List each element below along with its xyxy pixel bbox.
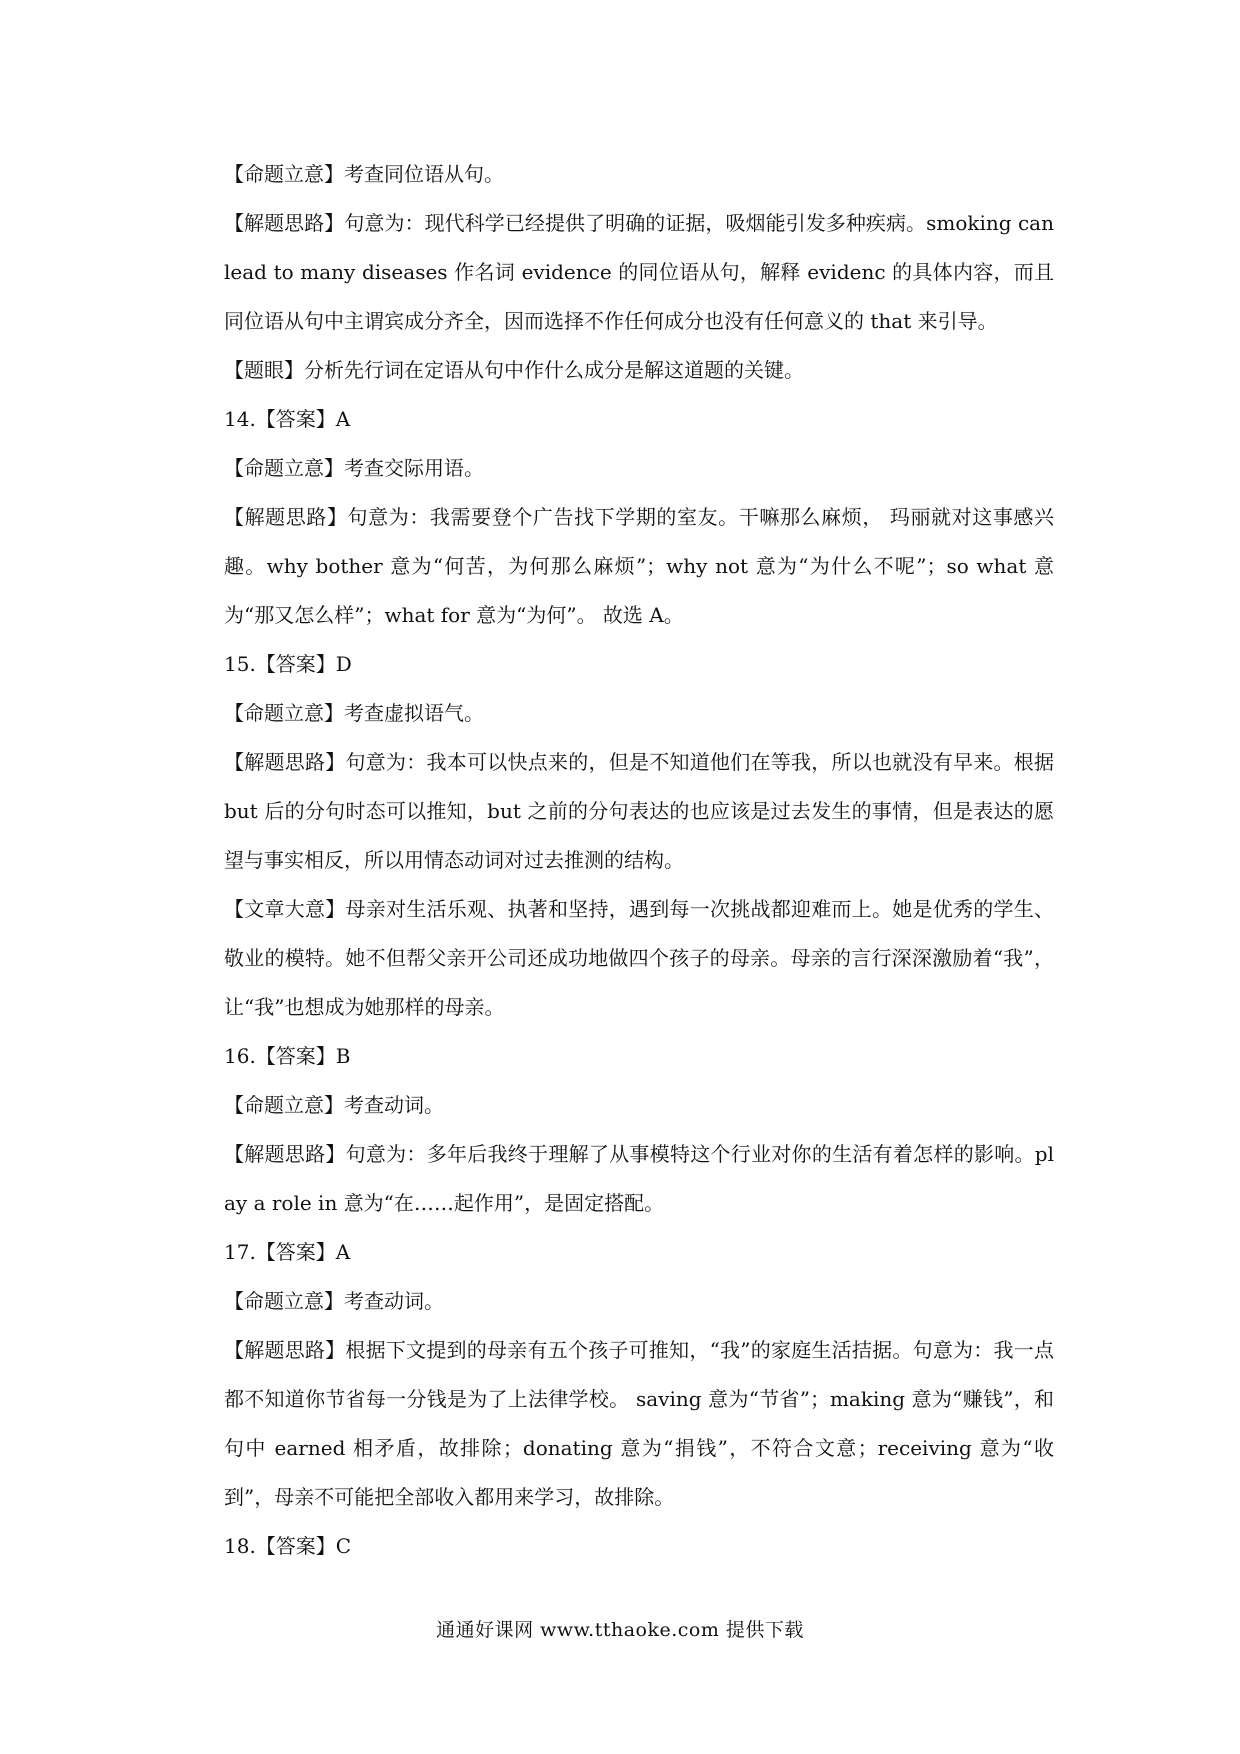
q16-analysis: 【解题思路】句意为：多年后我终于理解了从事模特这个行业对你的生活有着怎样的影响。play a role in 意为“在……起作用”，是固定搭配。 bbox=[224, 1142, 1054, 1215]
q13-key-point: 【题眼】分析先行词在定语从句中作什么成分是解这道题的关键。 bbox=[224, 358, 804, 382]
q15-intent: 【命题立意】考查虚拟语气。 bbox=[224, 701, 484, 725]
q15-analysis: 【解题思路】句意为：我本可以快点来的，但是不知道他们在等我，所以也就没有早来。根据 but 后的分句时态可以推知，but 之前的分句表达的也应该是过去发生的事情，但是表达的愿望与事实相反，所以用情态动词对过去推测的结构。 bbox=[224, 750, 1054, 872]
q13-analysis: 【解题思路】句意为：现代科学已经提供了明确的证据，吸烟能引发多种疾病。smoking can lead to many diseases 作名词 evidence 的同位语从句，解释 evidenc 的具体内容，而且同位语从句中主谓宾成分齐全，因而选择不作任何成分也没有任何意义的 that 来引导。 bbox=[224, 211, 1054, 333]
passage-summary: 【文章大意】母亲对生活乐观、执著和坚持，遇到每一次挑战都迎难而上。她是优秀的学生、敬业的模特。她不但帮父亲开公司还成功地做四个孩子的母亲。母亲的言行深深激励着“我”，让“我”也想成为她那样的母亲。 bbox=[224, 897, 1054, 1019]
q14-analysis: 【解题思路】句意为：我需要登个广告找下学期的室友。干嘛那么麻烦， 玛丽就对这事感兴趣。why bother 意为“何苦，为何那么麻烦”；why not 意为“为什么不呢”；so what 意为“那又怎么样”；what for 意为“为何”。 故选 A。 bbox=[224, 505, 1054, 627]
document-body bbox=[224, 150, 1054, 1571]
q14-answer: 14.【答案】A bbox=[224, 407, 351, 431]
q15-answer: 15.【答案】D bbox=[224, 652, 352, 676]
page-footer: 通通好课网 www.tthaoke.com 提供下载 bbox=[436, 1619, 804, 1641]
q17-intent: 【命题立意】考查动词。 bbox=[224, 1289, 444, 1313]
q17-analysis: 【解题思路】根据下文提到的母亲有五个孩子可推知，“我”的家庭生活拮据。句意为：我一点都不知道你节省每一分钱是为了上法律学校。 saving 意为“节省”；making 意为“赚钱”，和句中 earned 相矛盾，故排除；donating 意为“捐钱”，不符合文意；receiving 意为“收到”，母亲不可能把全部收入都用来学习，故排除。 bbox=[224, 1338, 1054, 1509]
q18-answer: 18.【答案】C bbox=[224, 1534, 352, 1558]
q17-answer: 17.【答案】A bbox=[224, 1240, 351, 1264]
q13-intent: 【命题立意】考查同位语从句。 bbox=[224, 162, 504, 186]
q14-intent: 【命题立意】考查交际用语。 bbox=[224, 456, 484, 480]
q16-answer: 16.【答案】B bbox=[224, 1044, 351, 1068]
q16-intent: 【命题立意】考查动词。 bbox=[224, 1093, 444, 1117]
